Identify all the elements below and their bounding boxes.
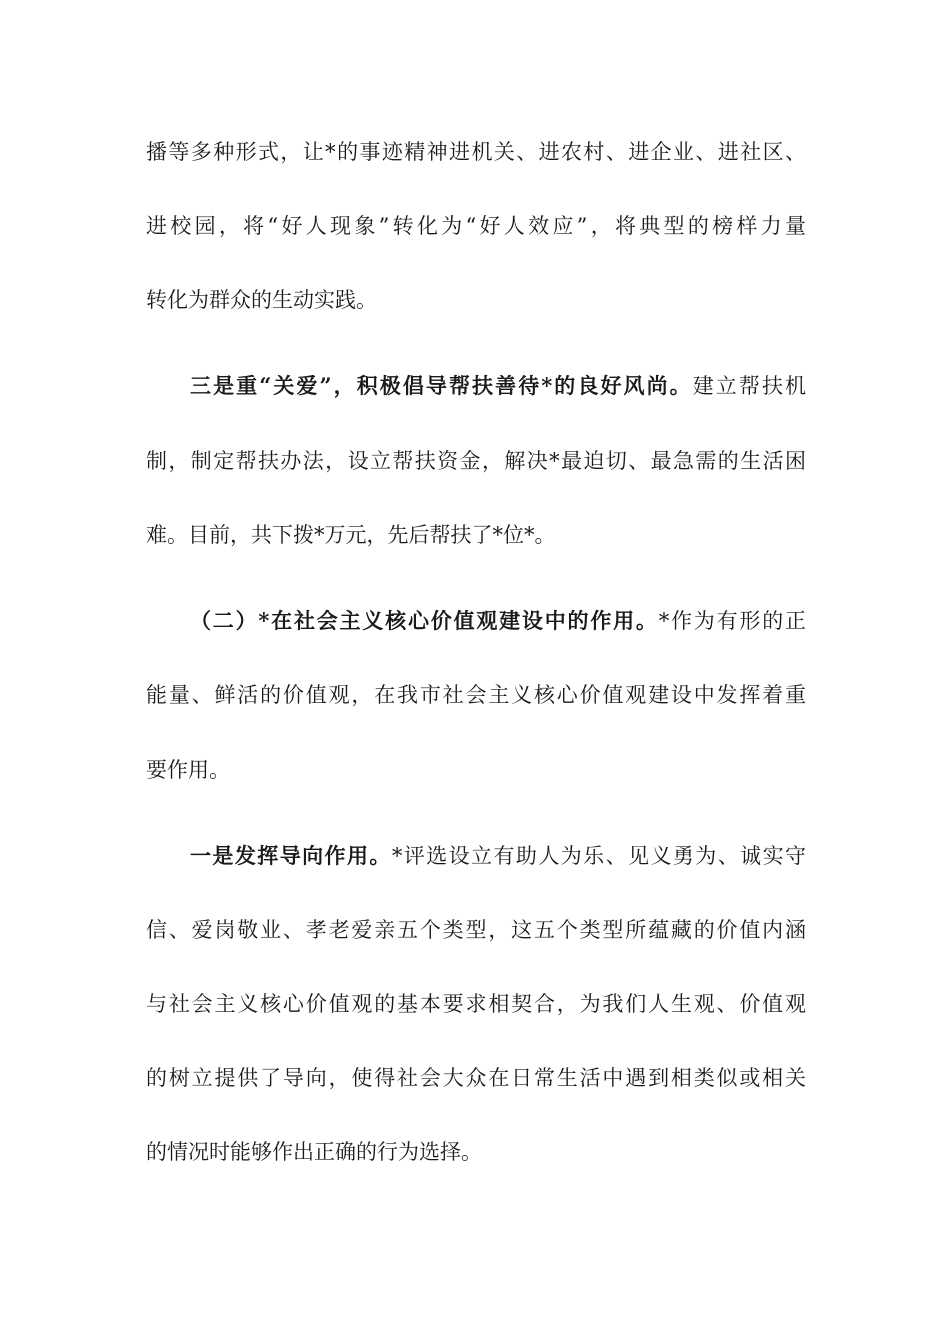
text-line xyxy=(146,677,806,713)
text-line xyxy=(146,986,806,1022)
line-text: 播等多种形式，让*的事迹精神进机关、进农村、进企业、进社区、 xyxy=(146,140,806,164)
line-text: 的情况时能够作出正确的行为选择。 xyxy=(146,1140,482,1164)
line-text: 转化为群众的生动实践。 xyxy=(146,288,377,312)
line-text: 制，制定帮扶办法，设立帮扶资金，解决*最迫切、最急需的生活困 xyxy=(146,449,806,473)
section-heading-line xyxy=(190,603,806,639)
text-line xyxy=(146,752,806,788)
line-text: 能量、鲜活的价值观，在我市社会主义核心价值观建设中发挥着重 xyxy=(146,683,806,707)
line-text: *评选设立有助人为乐、见义勇为、诚实守 xyxy=(391,844,806,868)
paragraph-heading: 三是重“关爱”，积极倡导帮扶善待*的良好风尚。 xyxy=(190,373,693,398)
section-heading: （二）*在社会主义核心价值观建设中的作用。 xyxy=(190,608,659,633)
paragraph-heading-line xyxy=(190,368,806,404)
text-line xyxy=(146,208,806,244)
line-text: 的树立提供了导向，使得社会大众在日常生活中遇到相类似或相关 xyxy=(146,1066,806,1090)
text-line xyxy=(146,134,806,170)
line-text: 要作用。 xyxy=(146,758,230,782)
paragraph-heading: 一是发挥导向作用。 xyxy=(190,843,392,868)
line-text: 进校园，将“好人现象”转化为“好人效应”，将典型的榜样力量 xyxy=(146,214,806,238)
line-text: 信、爱岗敬业、孝老爱亲五个类型，这五个类型所蕴藏的价值内涵 xyxy=(146,918,806,942)
text-line xyxy=(146,912,806,948)
text-line xyxy=(146,517,806,553)
line-text: *作为有形的正 xyxy=(658,609,806,633)
text-line xyxy=(146,282,806,318)
line-text: 建立帮扶机 xyxy=(692,374,806,398)
text-line xyxy=(146,1060,806,1096)
text-line xyxy=(146,1134,806,1170)
paragraph-heading-line xyxy=(190,838,806,874)
line-text: 与社会主义核心价值观的基本要求相契合，为我们人生观、价值观 xyxy=(146,992,806,1016)
line-text: 难。目前，共下拨*万元，先后帮扶了*位*。 xyxy=(146,523,556,547)
text-line xyxy=(146,443,806,479)
